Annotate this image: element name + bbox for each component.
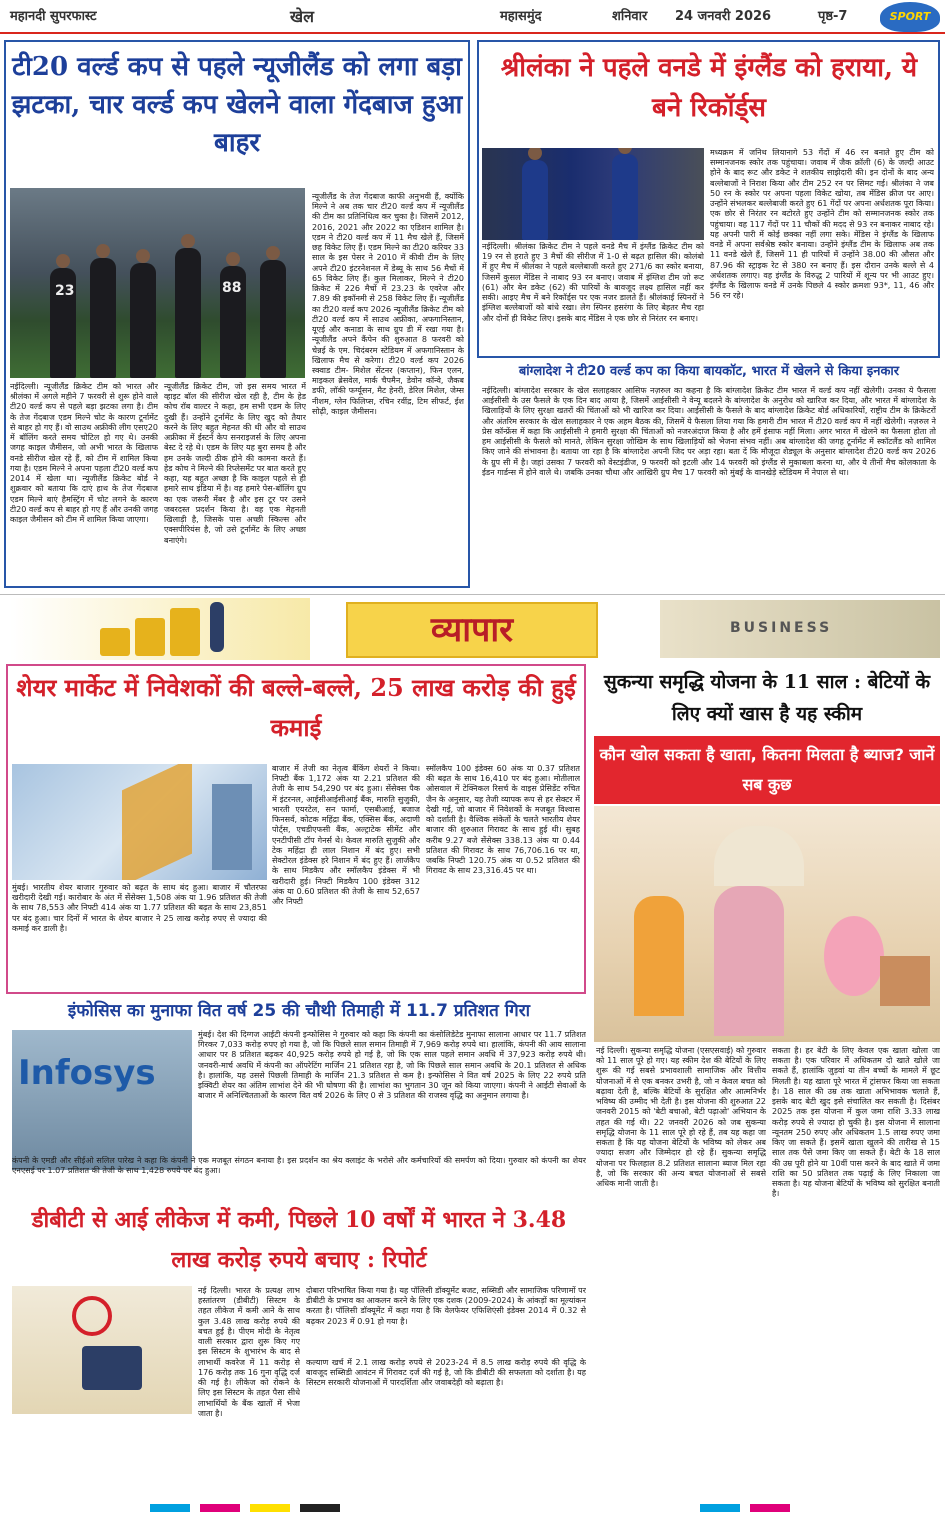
market-col-right: स्मॉलकैप 100 इंडेक्स 60 अंक या 0.37 प्रतिशत की बढ़त के साथ 16,410 पर बंद हुआ। मोतीलाल ओसवाल में टेक्निकल रिसर्च के वाइस प्रेसिडेंट रुचित जैन के अनुसार, यह तेजी व्यापक रूप से हर सेक्टर में देखी गई, जो बाजार में निवेशकों के मजबूत विश्वास को दर्शाती है। वैश्विक संकेतों के चलते भारतीय शेयर बाजार की शुरुआत गिरावट के साथ हुई थी। सुबह करीब 9.27 बजे सेंसेक्स 338.13 अंक या 0.44 प्रतिशत की गिरावट के साथ 76,706.16 पर था, जबकि निफ्टी 120.75 अंक या 0.52 प्रतिशत की गिरावट के साथ 23,316.45 पर था।	[426, 764, 580, 876]
section-banner: व्यापार	[346, 602, 598, 658]
photo-market-chart	[12, 764, 267, 880]
headline-market: शेयर मार्केट में निवेशकों की बल्ले-बल्ले, 25 लाख करोड़ की हुई कमाई	[16, 673, 576, 742]
jersey-number: 88	[222, 280, 242, 296]
business-text: BUSINESS	[730, 620, 833, 636]
market-col-left: मुंबई। भारतीय शेयर बाजार गुरुवार को बढ़त के साथ बंद हुआ। बाजार में चौतरफा खरीदारी देखी गई। कारोबार के अंत में सेंसेक्स 1,508 अंक या 1.96 प्रतिशत की तेजी के साथ 78,553 और निफ्टी 414 अंक या 1.77 प्रतिशत की बढ़त के साथ 23,851 पर बंद हुआ। चार दिनों में भारत के शेयर बाजार ने 25 लाख करोड़ रुपए से ज्यादा की कमाई कर डाली है।	[12, 883, 267, 933]
photo-nz-team	[10, 188, 305, 378]
paper-name: महानदी सुपरफास्ट	[10, 9, 97, 24]
section-name: खेल	[290, 7, 314, 26]
footer-strip	[0, 1500, 945, 1519]
sl-bottom-col: नईदिल्ली। श्रीलंका क्रिकेट टीम ने पहले वनडे मैच में इंग्लैंड क्रिकेट टीम को 19 रन से हराते हुए 3 मैचों की सीरीज में 1-0 से बढ़त हासिल की। कोलंबो में हुए मैच में श्रीलंका ने पहले बल्लेबाजी करते हुए 271/6 का स्कोर बनाया, जिसमें कुसल मेंडिस ने नाबाद 93 रन बनाए। जवाब में इंग्लिश टीम जो रूट (61) और बेन डकेट (62) की पारियों के बावजूद लक्ष्य हासिल नहीं कर सकी। आइए मैच में बने रिकॉर्ड्स पर एक नजर डालते हैं। श्रीलंकाई स्पिनरों ने इंग्लिश बल्लेबाजों को बांधे रखा। लेग स्पिनर हसरंगा के लिए बेहतर मैच रहा और दोनों ही विकेट लिए। इसके बाद मेंडिस ने एक छोर से निरंतर रन बनाए।	[482, 242, 704, 323]
sport-logo: SPORT	[880, 2, 940, 32]
headline-dbt: डीबीटी से आई लीकेज में कमी, पिछले 10 वर्षों में भारत ने 3.48 लाख करोड़ रुपये बचाए : रिपोर्ट	[31, 1207, 567, 1273]
page-number: पृष्ठ-7	[818, 9, 848, 24]
sukanya-col2: सकता है। हर बेटी के लिए केवल एक खाता खोला जा सकता है। एक परिवार में अधिकतम दो खाते खोले जा सकते हैं, हालांकि जुड़वां या तीन बच्चों के मामले में छूट मिलती है। यह खाता पूरे भारत में ट्रांसफर किया जा सकता है। 18 साल की उम्र तक खाता अभिभावक चलाते हैं, इसके बाद बेटी खुद इसे संचालित कर सकती है। दिसंबर 2025 तक इस योजना में कुल जमा राशि 3.33 लाख करोड़ रुपये से ज्यादा हो चुकी है। इस योजना में सालाना न्यूनतम 250 रुपए और अधिकतम 1.5 लाख रुपए जमा किए जा सकते हैं। इसमें खाता खुलने की तारीख से 15 साल तक पैसे जमा किए जा सकते हैं। बेटी के 18 साल की उम्र पूरी होने या 10वीं पास करने के बाद खाते में जमा राशि का 50 प्रतिशत तक पढ़ाई के लिए निकाला जा सकता है। यह योजना बेटियों के भविष्य को सुरक्षित बनाती है।	[772, 1046, 940, 1199]
nz-col2: न्यूजीलैंड क्रिकेट टीम, जो इस समय भारत में व्हाइट बॉल की सीरीज खेल रही है, टीम के हेड कोच रॉब वाल्टर ने कहा, हम सभी एडम के लिए दुखी हैं। उन्होंने टूर्नामेंट के लिए खुद को तैयार करने के लिए बहुत मेहनत की थी और वो साउथ अफ्रीका में ईस्टर्न केप सनराइजर्स के लिए अपना बेस्ट दे रहे थे। एडम के लिए यह बुरा समय है और हम उनके जल्दी ठीक होने की कामना करते हैं। हेड कोच ने मिल्ने की रिप्लेसमेंट पर बात करते हुए कहा, यह बहुत अच्छा है कि काइल पहले से ही हमारे साथ इंडिया में है। वह हमारे पेस-बॉलिंग ग्रुप का एक जरूरी मेंबर है और इस टूर पर उसने जबरदस्त प्रदर्शन किया है। वह एक मेहनती खिलाड़ी है, जिसके पास अच्छी स्किल्स और एक्सपीरियंस है, जो उसे टूर्नामेंट के लिए अच्छा बनाएंगे।	[164, 382, 306, 545]
headline-nz: टी20 वर्ल्ड कप से पहले न्यूजीलैंड को लगा बड़ा झटका, चार वर्ल्ड कप खेलने वाला गेंदबाज हुआ बाहर	[11, 52, 463, 158]
photo-dbt-illustration	[12, 1286, 192, 1414]
dbt-col-right: कल्याण खर्च में 2.1 लाख करोड़ रुपये से 2023-24 में 8.5 लाख करोड़ रुपये की वृद्धि के बावजूद सब्सिडी आवंटन में गिरावट दर्ज की गई है, जो कि डीबीटी की सफलता को दर्शाता है। यह सिस्टम सरकारी योजनाओं में पारदर्शिता और जवाबदेही को बढ़ाता है।	[306, 1358, 586, 1388]
coins-illustration	[10, 598, 310, 660]
headline-sukanya: सुकन्या समृद्धि योजना के 11 साल : बेटियों के लिए क्यों खास है यह स्कीम	[603, 671, 931, 725]
city-name: महासमुंद	[500, 9, 542, 24]
business-illustration	[660, 600, 940, 658]
infosys-logo: Infosys	[18, 1053, 156, 1093]
date: 24 जनवरी 2026	[675, 9, 772, 24]
market-col-mid: बाजार में तेजी का नेतृत्व बैंकिंग शेयरों ने किया। निफ्टी बैंक 1,172 अंक या 2.21 प्रतिशत की तेजी के साथ 54,290 पर बंद हुआ। सेंसेक्स पैक में इंटरनल, आईसीआईसीआई बैंक, मारुति सुजुकी, भारती एयरटेल, सन फार्मा, एसबीआई, बजाज फिनसर्व, कोटक महिंद्रा बैंक, एक्सिस बैंक, अदाणी पोर्ट्स, एचडीएफसी बैंक, अल्ट्राटेक सीमेंट और एनटीपीसी टॉप गेनर्स थे। केवल मारुति सुजुकी और टेक महिंद्रा ही लाल निशान में बंद हुए। सभी सेक्टोरल इंडेक्स हरे निशान में बंद हुए हैं। लार्जकैप के साथ मिडकैप और स्मॉलकैप इंडेक्स में भी खरीदारी हुई। निफ्टी मिडकैप 100 इंडेक्स 312 अंक या 0.60 प्रतिशत की तेजी के साथ 52,657 और निफ्टी	[272, 764, 420, 907]
headline-sl: श्रीलंका ने पहले वनडे में इंग्लैंड को हराया, ये बने रिकॉर्ड्स	[500, 53, 918, 123]
nz-col3: न्यूजीलैंड के तेज गेंदबाज काफी अनुभवी हैं, क्योंकि मिल्ने ने अब तक चार टी20 वर्ल्ड कप में न्यूजीलैंड की टीम का प्रतिनिधित्व कर चुका है। जिसमें 2012, 2016, 2021 और 2022 का एडिशन शामिल है। एडम ने टी20 वर्ल्ड कप में 11 मैच खेले हैं, जिसमें छह विकेट लिए हैं। एडम मिल्ने का टी20 करियर 33 साल के इस पेसर ने 2010 में कीवी टीम के लिए अपने टी20 इंटरनेशनल में डेब्यू के साथ 56 मैचों में 65 विकेट लिए हैं। कुल मिलाकर, मिल्ने ने टी20 क्रिकेट में 226 मैचों में 23.23 के एवरेज और 7.89 की इकॉनमी से 258 विकेट लिए हैं। न्यूजीलैंड का टी20 वर्ल्ड कप 2026 न्यूजीलैंड क्रिकेट टीम को टी20 वर्ल्ड कप में साउथ अफ्रीका, अफगानिस्तान, यूएई और कनाडा के साथ ग्रुप डी में रखा गया है। न्यूजीलैंड अपने कैंपेन की शुरुआत 8 फरवरी को चेन्नई के एम. चिदंबरम स्टेडियम में अफगानिस्तान के खिलाफ मैच से करेगा। टी20 वर्ल्ड कप 2026 स्क्वाड टीम- मिशेल सेंटनर (कप्तान), फिन एलन, माइकल ब्रेसवेल, मार्क चैपमैन, डेवोन कॉन्वे, जैकब डफी, लॉकी फर्ग्यूसन, मैट हेनरी, डेरिल मिशेल, जेम्स नीशम, ग्लेन फिलिप्स, रचिन रवींद्र, टिम सीफर्ट, ईश सोढ़ी, काइल जैमीसन।	[312, 192, 464, 416]
subhead-sukanya: कौन खोल सकता है खाता, कितना मिलता है ब्याज? जानें सब कुछ	[594, 736, 940, 804]
dbt-col-left: नई दिल्ली। भारत के प्रत्यक्ष लाभ हस्तांतरण (डीबीटी) सिस्टम के तहत लीकेज में कमी आने के साथ कुल 3.48 लाख करोड़ रुपये की बचत हुई है। पीएम मोदी के नेतृत्व वाली सरकार द्वारा शुरू किए गए इस सिस्टम के शुभारंभ के बाद से लाभार्थी कवरेज में 11 करोड़ से 176 करोड़ तक 16 गुना वृद्धि दर्ज की गई है। लीकेज को रोकने के लिए इस सिस्टम के तहत पैसा सीधे लाभार्थियों के बैंक खातों में भेजा जाता है।	[198, 1286, 300, 1418]
dbt-col-mid: दोबारा परिभाषित किया गया है। यह पॉलिसी डॉक्यूमेंट बजट, सब्सिडी और सामाजिक परिणामों पर डीबीटी के प्रभाव का आकलन करने के लिए एक दशक (2009-2024) के आंकड़ों का मूल्यांकन करता है। पॉलिसी डॉक्यूमेंट में कहा गया है कि वेलफेयर एफिशिएंसी इंडेक्स 2014 में 0.32 से बढ़कर 2023 में 0.91 हो गया है।	[306, 1286, 586, 1326]
sl-right-col: मध्यक्रम में जनिथ लियानागे 53 गेंदों में 46 रन बनाते हुए टीम को सम्मानजनक स्कोर तक पहुंचाया। जवाब में जैक क्रॉली (6) के जल्दी आउट होने के बाद रूट और डकेट ने शतकीय साझेदारी की। इन दोनों के बाद अन्य बल्लेबाजों ने निराश किया और टीम 252 रन पर सिमट गई। श्रीलंका ने जब 50 रन के स्कोर पर अपना पहला विकेट खोया, तब मेंडिस क्रीज पर आए। उन्होंने संभलकर बल्लेबाजी करते हुए 61 गेंदों पर अपना अर्धशतक पूरा किया। एक छोर से निरंतर रन बटोरते हुए उन्होंने टीम को सम्मानजनक स्कोर तक पहुंचाया। वह 117 गेंदों पर 11 चौकों की मदद से 93 रन बनाकर नाबाद रहे। यह अपनी पारी में कोई छक्का नहीं लगा सके। मेंडिस ने इंग्लैंड के खिलाफ वनडे में अपना सर्वश्रेष्ठ स्कोर बनाया। उन्होंने इंग्लैंड टीम के खिलाफ अब तक 11 वनडे खेले हैं, जिसमें 11 ही पारियों में उन्होंने 38.00 की औसत और 87.96 की स्ट्राइक रेट से 380 रन बनाए हैं। इस दौरान उनके बल्ले से 4 अर्धशतक लगाए। वह इंग्लैंड के विरुद्ध 2 पारियों में शून्य पर भी आउट हुए। इंग्लैंड के खिलाफ वनडे में उनके पिछले 4 स्कोर क्रमशः 93*, 11, 46 और 56 रन रहे।	[710, 148, 934, 301]
page-header	[0, 0, 945, 34]
jersey-number: 23	[55, 283, 75, 299]
sukanya-col1: नई दिल्ली। सुकन्या समृद्धि योजना (एसएसवाई) को गुरुवार को 11 साल पूरे हो गए। यह स्कीम देश की बेटियों के लिए शुरू की गई सबसे प्रभावशाली सामाजिक और वित्तीय योजनाओं में से एक बनकर उभरी है, जो न केवल बचत को बढ़ावा देती है, बल्कि बेटियों के सुरक्षित और आत्मनिर्भर भविष्य की उम्मीद भी देती है। इस योजना की शुरुआत 22 जनवरी 2015 को 'बेटी बचाओ, बेटी पढ़ाओ' अभियान के तहत की गई थी। 22 जनवरी 2026 को जब सुकन्या समृद्धि योजना के 11 साल पूरे हो रहे हैं, तब यह कहा जा सकता है कि यह योजना बेटियों के भविष्य को लेकर अब ज्यादा सजग और जिम्मेदार हो रहे हैं। सुकन्या समृद्धि योजना पर फिलहाल 8.2 प्रतिशत सालाना ब्याज मिल रहा है, जो कि सरकार की अन्य बचत योजनाओं से सबसे अधिक मानी जाती है।	[596, 1046, 766, 1189]
photo-sl-players	[482, 148, 704, 240]
infosys-body-top: मुंबई। देश की दिग्गज आईटी कंपनी इन्फोसिस ने गुरुवार को कहा कि कंपनी का कंसोलिडेटेड मुनाफा सालाना आधार पर 11.7 प्रतिशत गिरकर 7,033 करोड़ रुपए हो गया है, जो कि पिछले साल समान तिमाही में 7,969 करोड़ रुपये था। हालांकि, कंपनी की आय सालाना आधार पर 8 प्रतिशत बढ़कर 40,925 करोड़ रुपये हो गई है, जो कि एक साल पहले समान अवधि में 37,923 करोड़ रुपये थी। जनवरी-मार्च अवधि में कंपनी का ऑपरेटिंग मार्जिन 21 प्रतिशत रहा है, जो कि पिछले साल समान अवधि के 20.1 प्रतिशत से अधिक है। हालांकि, यह उससे पिछली तिमाही के मार्जिन 21.3 प्रतिशत से कम है। इन्फोसिस ने वित वर्ष 2025 के लिए 22 रुपये प्रति इक्विटी शेयर का अंतिम लाभांश देने की भी घोषणा की है। लाभांश का भुगतान 30 जून को किया जाएगा। कंपनी ने आईटी सेवाओं के बाजार में अनिश्चितताओं के कारण वित वर्ष 2026 के लिए 0 से 3 प्रतिशत की राजस्व वृद्धि का अनुमान लगाया है।	[198, 1030, 586, 1101]
infosys-body-bottom: कंपनी के एमडी और सीईओ सलिल पारेख ने कहा कि कंपनी ने एक मजबूत संगठन बनाया है। इस प्रदर्शन का श्रेय क्लाइंट के भरोसे और कर्मचारियों की समर्पण को दिया। गुरुवार को कंपनी का शेयर एनएसई पर 1.07 प्रतिशत की तेजी के साथ 1,428 रुपये पर बंद हुआ।	[12, 1156, 586, 1176]
day-name: शनिवार	[612, 9, 648, 24]
headline-infosys: इंफोसिस का मुनाफा वित वर्ष 25 की चौथी तिमाही में 11.7 प्रतिशत गिरा	[67, 1001, 531, 1021]
photo-family	[594, 806, 940, 1042]
headline-bd: बांग्लादेश ने टी20 वर्ल्ड कप का किया बायकॉट, भारत में खेलने से किया इनकार	[518, 364, 900, 379]
divider	[0, 594, 945, 595]
bd-body: नईदिल्ली। बांग्लादेश सरकार के खेल सलाहकार आसिफ नज़रुल का कहना है कि बांग्लादेश क्रिकेट टीम भारत में वर्ल्ड कप नहीं खेलेगी। उनका ये फैसला आईसीसी के उस फैसले के एक दिन बाद आया है, जिसमें आईसीसी ने वेन्यू बदलने के बांग्लादेश के अनुरोध को खारिज कर दिया, और भारत में बांग्लादेश के खिलाड़ियों के लिए सुरक्षा खतरों की चिंताओं को भी खारिज कर दिया। आईसीसी के फैसले के बाद बांग्लादेश क्रिकेट बोर्ड अधिकारियों, राष्ट्रीय टीम के क्रिकेटरों और अंतरिम सरकार के खेल सलाहकार ने एक अहम बैठक की, जिसमें ये फैसला लिया गया कि हमारी टीम भारत में टी20 वर्ल्ड कप में नहीं खेलेगी। नज़रुल ने प्रेस कॉन्फ्रेंस में कहा कि आईसीसी ने हमारी सुरक्षा की चिंताओं को नजरअंदाज किया है और हमें इंसाफ नहीं मिला। अगर भारत में खेलने का फैसला होता तो हम आईसीसी के फैसले को मानते, लेकिन सुरक्षा जोखिम के साथ खिलाड़ियों को भेजना संभव नहीं। अब बांग्लादेश की जगह टूर्नामेंट में स्कॉटलैंड को शामिल किए जाने की संभावना है। बताया जा रहा है कि बांग्लादेश अपनी जिद पर अड़ा रहा। बता दें कि मौजूदा शेड्यूल के अनुसार बांग्लादेश टी20 वर्ल्ड कप 2026 के ग्रुप सी में है। जहां उसका 7 फरवरी को वेस्टइंडीज, 9 फरवरी को इटली और 14 फरवरी को इंग्लैंड से मुकाबला करना था, और ये तीनों मैच कोलकाता के ईडन गार्डन्स में होने वाले थे। जबकि उनका चौथा और आखिरी ग्रुप मैच 17 फरवरी को मुंबई के वानखेड़े स्टेडियम में नेपाल से था।	[482, 386, 936, 477]
photo-infosys-logo	[12, 1030, 192, 1170]
nz-col1: नईदिल्ली। न्यूजीलैंड क्रिकेट टीम को भारत और श्रीलंका में अगले महीने 7 फरवरी से शुरू होने वाले टी20 वर्ल्ड कप से पहले बड़ा झटका लगा है। टीम के तेज गेंदबाज एडम मिल्ने चोट के कारण टूर्नामेंट से बाहर हो गए हैं। वो साउथ अफ्रीकी लीग एसए20 में बॉलिंग करते समय चोटिल हो गए थे। उनकी जगह काइल जैमीसन, जो अभी भारत के खिलाफ वनडे सीरीज खेल रहे हैं, को टीम में शामिल किया गया है। एडम मिल्ने ने अपना पहला टी20 वर्ल्ड कप 2014 में खेला था। न्यूजीलैंड क्रिकेट बोर्ड ने शुक्रवार को बताया कि दाएं हाथ के तेज गेंदबाज एडम मिल्ने बाएं हैमस्ट्रिंग में चोट लगने के कारण टी20 वर्ल्ड कप से बाहर हो गए हैं और उनकी जगह काइल जैमीसन को टीम में शामिल किया जाएगा।	[10, 382, 158, 525]
